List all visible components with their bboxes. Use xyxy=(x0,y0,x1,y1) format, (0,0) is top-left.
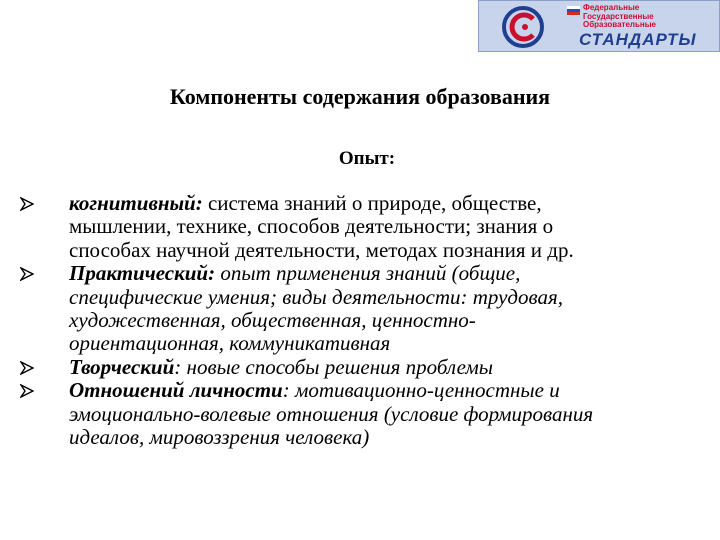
item-term: когнитивный: xyxy=(69,191,203,215)
item-term: Творческий xyxy=(69,354,175,379)
standards-logo xyxy=(478,0,720,52)
item-text: ориентационная, коммуникативная xyxy=(69,331,391,356)
list-item xyxy=(18,192,708,262)
item-term: Отношений личности xyxy=(69,378,283,403)
item-text: художественная, общественная, ценностно- xyxy=(69,308,476,333)
slide-subtitle: Опыт: xyxy=(338,148,396,169)
item-text: идеалов, мировоззрения человека) xyxy=(69,425,370,450)
russian-flag-icon xyxy=(567,6,580,15)
item-text: мышлении, технике, способов деятельности; знания о xyxy=(69,214,554,239)
item-text: система знаний о природе, обществе, xyxy=(202,191,542,215)
logo-line-2: Государственные xyxy=(583,11,654,21)
item-text: : новые способы решения проблемы xyxy=(174,354,494,379)
item-text: : мотивационно-ценностные и xyxy=(282,378,560,403)
list-item xyxy=(18,262,708,356)
item-text: способах научной деятельности, методах познания и др. xyxy=(69,237,574,262)
standards-emblem-icon xyxy=(501,5,545,49)
list-item xyxy=(18,356,708,379)
arrowhead-bullet-icon xyxy=(20,384,34,398)
logo-wordmark: СТАНДАРТЫ xyxy=(579,30,697,49)
arrowhead-bullet-icon xyxy=(20,267,34,281)
item-term: Практический: xyxy=(69,261,216,286)
logo-subtitle xyxy=(583,4,719,30)
experience-components-list xyxy=(18,192,708,449)
list-item xyxy=(18,379,708,449)
item-text: эмоционально-волевые отношения (условие формирования xyxy=(69,401,594,426)
arrowhead-bullet-icon xyxy=(20,197,34,211)
logo-line-1: Федеральные xyxy=(583,3,640,12)
slide-title: Компоненты содержания образования xyxy=(169,84,551,109)
item-text: опыт применения знаний (общие, xyxy=(215,261,521,286)
item-text: специфические умения; виды деятельности: трудовая, xyxy=(69,284,564,309)
arrowhead-bullet-icon xyxy=(20,361,34,375)
logo-line-3: Образовательные xyxy=(583,20,657,29)
